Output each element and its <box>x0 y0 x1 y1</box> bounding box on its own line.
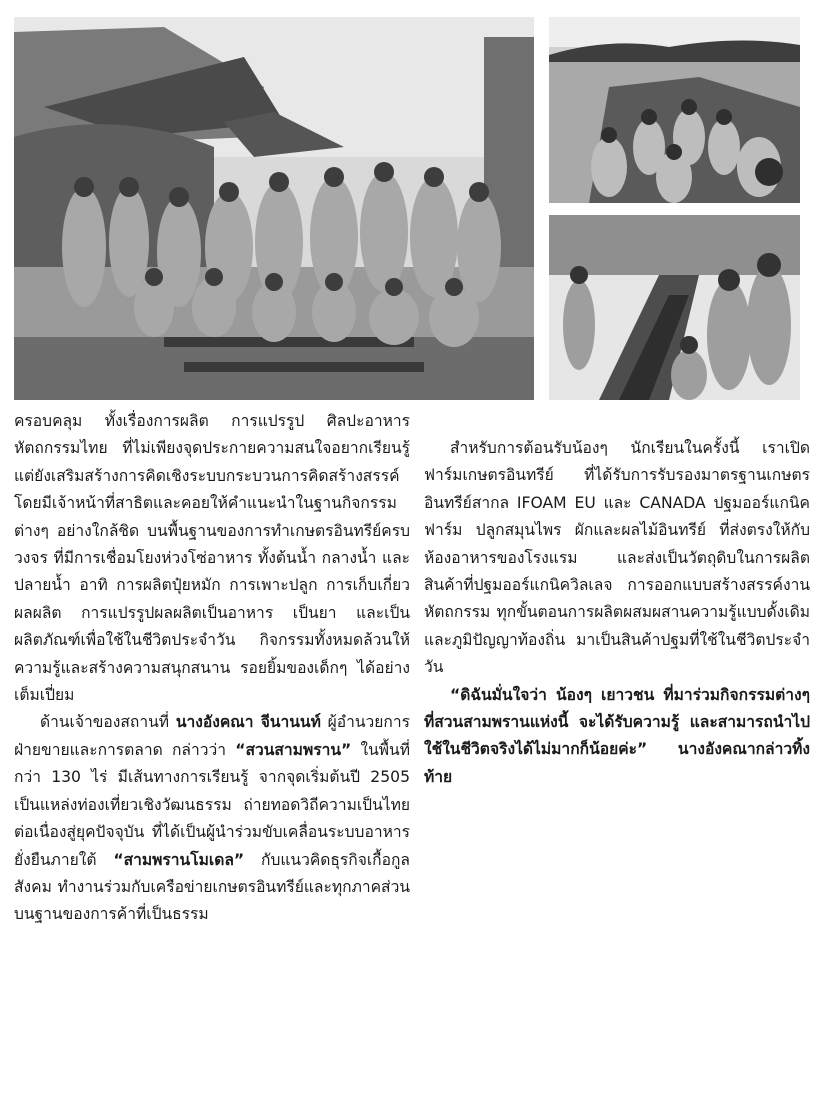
garden-photo <box>549 215 800 400</box>
text-segment: กับแนวคิดธุรกิจเกื้อกูลสังคม ทำงานร่วมกับเครือข่ายเกษตรอินทรีย์และทุกภาคส่วนบนฐานของการค้าที่เป็นธรรม <box>14 850 410 924</box>
article-column-left <box>14 408 410 929</box>
article-column-right <box>424 435 810 791</box>
place-name: “สวนสามพราน” <box>235 740 352 759</box>
text-segment: ในพื้นที่กว่า 130 ไร่ มีเส้นทางการเรียนรู้ จากจุดเริ่มต้นปี 2505 เป็นแหล่งท่องเที่ยวเชิงวัฒนธรรม ถ่ายทอดวิถีความเป็นไทยต่อเนื่องสู่ยุคปัจจุบัน ที่ได้เป็นผู้นำร่วมขับเคลื่อนระบบอาหารยั่งยืนภายใต้ <box>14 740 410 869</box>
text-segment: ด้านเจ้าของสถานที่ <box>40 713 176 732</box>
article-paragraph <box>14 709 410 928</box>
article-paragraph: ครอบคลุม ทั้งเรื่องการผลิต การแปรรูป ศิลปะอาหาร หัตถกรรมไทย ที่ไม่เพียงจุดประกายความสนใจอยากเรียนรู้ แต่ยังเสริมสร้างการคิดเชิงระบบกระบวนการคิดสร้างสรรค์ โดยมีเจ้าหน้าที่สาธิตและคอยให้คำแนะนำในฐานกิจกรรมต่างๆ อย่างใกล้ชิด บนพื้นฐานของการทำเกษตรอินทรีย์ครบวงจร ที่มีการเชื่อมโยงห่วงโซ่อาหาร ทั้งต้นน้ำ กลางน้ำ และปลายน้ำ อาทิ การผลิตปุ๋ยหมัก การเพาะปลูก การเก็บเกี่ยวผลผลิต การแปรรูปผลผลิตเป็นอาหาร เป็นยา และเป็นผลิตภัณฑ์เพื่อใช้ในชีวิตประจำวัน กิจกรรมทั้งหมดล้วนให้ความรู้และสร้างความสนุกสนาน รอยยิ้มของเด็กๆ ได้อย่างเต็มเปี่ยม <box>14 412 410 705</box>
text-segment: ผู้อำนวยการฝ่ายขายและการตลาด กล่าวว่า <box>14 713 410 759</box>
boat-photo <box>549 17 800 203</box>
group-photo <box>14 17 534 400</box>
group-photo-icon <box>14 17 534 400</box>
person-name: นางอังคณา จีนานนท์ <box>175 713 321 732</box>
quote-paragraph: “ดิฉันมั่นใจว่า น้องๆ เยาวชน ที่มาร่วมกิจกรรมต่างๆ ที่สวนสามพรานแห่งนี้ จะได้รับความรู้ และสามารถนำไปใช้ในชีวิตจริงได้ไม่มากก็น้อยค่ะ” นางอังคณากล่าวทิ้งท้าย <box>424 685 810 786</box>
boat-photo-icon <box>549 17 800 203</box>
article-paragraph: สำหรับการต้อนรับน้องๆ นักเรียนในครั้งนี้ เราเปิดฟาร์มเกษตรอินทรีย์ ที่ได้รับการรับรองมาตรฐานเกษตรอินทรีย์สากล IFOAM EU และ CANADA ปฐมออร์แกนิคฟาร์ม ปลูกสมุนไพร ผักและผลไม้อินทรีย์ ที่ส่งตรงให้กับห้องอาหารของโรงแรม และส่งเป็นวัตถุดิบในการผลิตสินค้าที่ปฐมออร์แกนิควิลเลจ การออกแบบสร้างสรรค์งานหัตถกรรม ทุกขั้นตอนการผลิตผสมผสานความรู้แบบดั้งเดิมและภูมิปัญญาท้องถิ่น มาเป็นสินค้าปฐมที่ใช้ในชีวิตประจำวัน <box>424 439 810 677</box>
garden-photo-icon <box>549 215 800 400</box>
model-name: “สามพรานโมเดล” <box>113 850 245 869</box>
